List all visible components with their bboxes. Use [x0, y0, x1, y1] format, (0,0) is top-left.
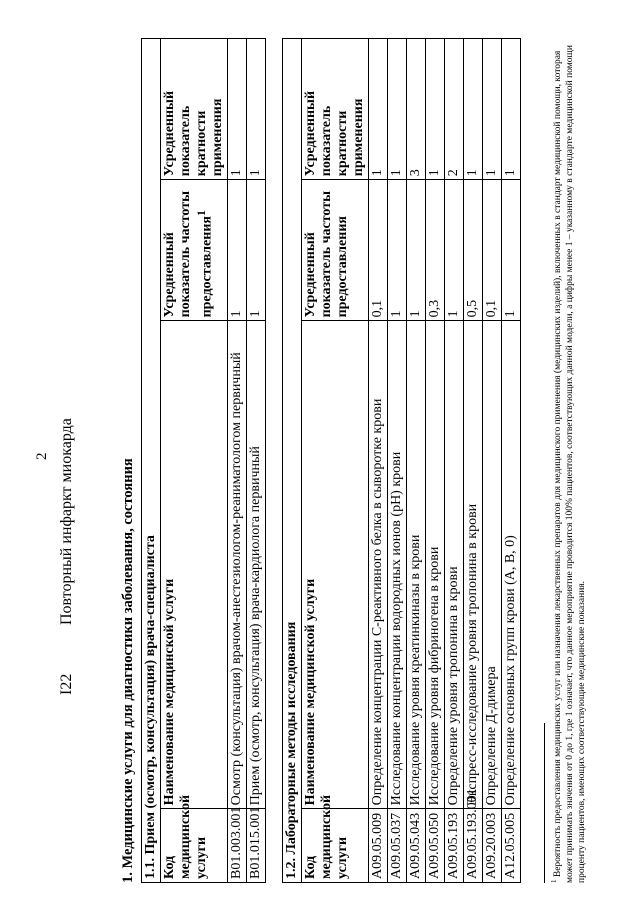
service-code: B01.015.001	[247, 809, 266, 883]
document-title	[58, 418, 76, 695]
service-name: Прием (осмотр, консультация) врача-кардиолога первичный	[247, 321, 266, 809]
service-name: Определение концентрации C-реактивного белка в сыворотке крови	[369, 321, 388, 809]
table-row	[426, 39, 445, 883]
table-row	[502, 39, 521, 883]
service-code: A09.05.043	[407, 809, 426, 883]
service-frequency: 1	[247, 180, 266, 321]
footnote-marker: 1	[550, 879, 558, 883]
header-frequency: Усредненный показатель частоты предоставления	[302, 180, 369, 321]
service-code: A12.05.005	[502, 809, 521, 883]
service-multiplicity: 1	[483, 39, 502, 180]
table-row	[407, 39, 426, 883]
table-header-row	[161, 39, 228, 883]
service-frequency: 1	[388, 180, 407, 321]
service-frequency: 1	[502, 180, 521, 321]
service-frequency: 0,3	[426, 180, 445, 321]
service-frequency: 0,1	[483, 180, 502, 321]
section-title: 1. Медицинские услуги для диагностики заболевания, состояния	[120, 458, 136, 883]
service-code: A09.05.037	[388, 809, 407, 883]
service-frequency: 0,5	[464, 180, 483, 321]
service-name: Исследование концентрации водородных ионов (pH) крови	[388, 321, 407, 809]
service-code: B01.003.001	[228, 809, 247, 883]
table-row	[445, 39, 464, 883]
service-multiplicity: 2	[445, 39, 464, 180]
lab-methods-table	[282, 38, 521, 883]
table-row	[228, 39, 247, 883]
table-row	[483, 39, 502, 883]
service-code: A09.05.193.001	[464, 809, 483, 883]
service-frequency: 1	[228, 180, 247, 321]
service-multiplicity: 1	[426, 39, 445, 180]
service-name: Определение основных групп крови (A, B, 0)	[502, 321, 521, 809]
service-name: Экспресс-исследование уровня тропонина в крови	[464, 321, 483, 809]
header-code: Код медицинской услуги	[161, 809, 228, 883]
service-name: Исследование уровня фибриногена в крови	[426, 321, 445, 809]
header-name: Наименование медицинской услуги	[302, 321, 369, 809]
service-name: Определение Д-димера	[483, 321, 502, 809]
table-subtitle: 1.1. Прием (осмотр, консультация) врача-специалиста	[142, 39, 161, 883]
table-row	[388, 39, 407, 883]
footnote	[548, 38, 588, 883]
header-code: Код медицинской услуги	[302, 809, 369, 883]
service-multiplicity: 1	[464, 39, 483, 180]
header-multiplicity: Усредненный показатель кратности применения	[302, 39, 369, 180]
table-subtitle: 1.2. Лабораторные методы исследования	[283, 39, 302, 883]
service-code: A09.20.003	[483, 809, 502, 883]
service-multiplicity: 1	[228, 39, 247, 180]
header-multiplicity: Усредненный показатель кратности применения	[161, 39, 228, 180]
consultations-table	[141, 38, 266, 883]
service-multiplicity: 1	[388, 39, 407, 180]
table-row	[247, 39, 266, 883]
service-multiplicity: 1	[502, 39, 521, 180]
diagnosis-title: Повторный инфаркт миокарда	[58, 418, 75, 625]
footnote-marker: 1	[195, 210, 208, 217]
service-code: A09.05.050	[426, 809, 445, 883]
table-header-row	[302, 39, 369, 883]
header-name: Наименование медицинской услуги	[161, 321, 228, 809]
service-frequency: 0,1	[369, 180, 388, 321]
table-row	[369, 39, 388, 883]
service-frequency: 1	[445, 180, 464, 321]
service-frequency: 1	[407, 180, 426, 321]
footnote-divider	[544, 723, 545, 883]
service-code: A09.05.193	[445, 809, 464, 883]
diagnosis-code: I22	[58, 673, 75, 695]
service-code: A09.05.009	[369, 809, 388, 883]
service-name: Осмотр (консультация) врачом-анестезиологом-реаниматологом первичный	[228, 321, 247, 809]
service-multiplicity: 1	[247, 39, 266, 180]
table-row	[464, 39, 483, 883]
service-name: Определение уровня тропонина в крови	[445, 321, 464, 809]
service-multiplicity: 1	[369, 39, 388, 180]
footnote-text: Вероятность предоставления медицинских услуг или назначения лекарственных препаратов для медицинского применения (медицинских изделий), включенных в стандарт медицинской помощи, которая может принимать значения от 0 до 1, где 1 означает, что данное мероприятие проводится 100% пациентов, соответствующих данной модели, а цифры менее 1 – указанному в стандарте медицинской помощи проценту пациентов, имеющих соответствующие медицинские показания.	[553, 45, 588, 883]
service-name: Исследование уровня креатинкиназы в крови	[407, 321, 426, 809]
header-frequency: Усредненный показатель частоты предоставления$^1$	[161, 180, 228, 321]
page-number: 2	[34, 452, 50, 460]
service-multiplicity: 3	[407, 39, 426, 180]
